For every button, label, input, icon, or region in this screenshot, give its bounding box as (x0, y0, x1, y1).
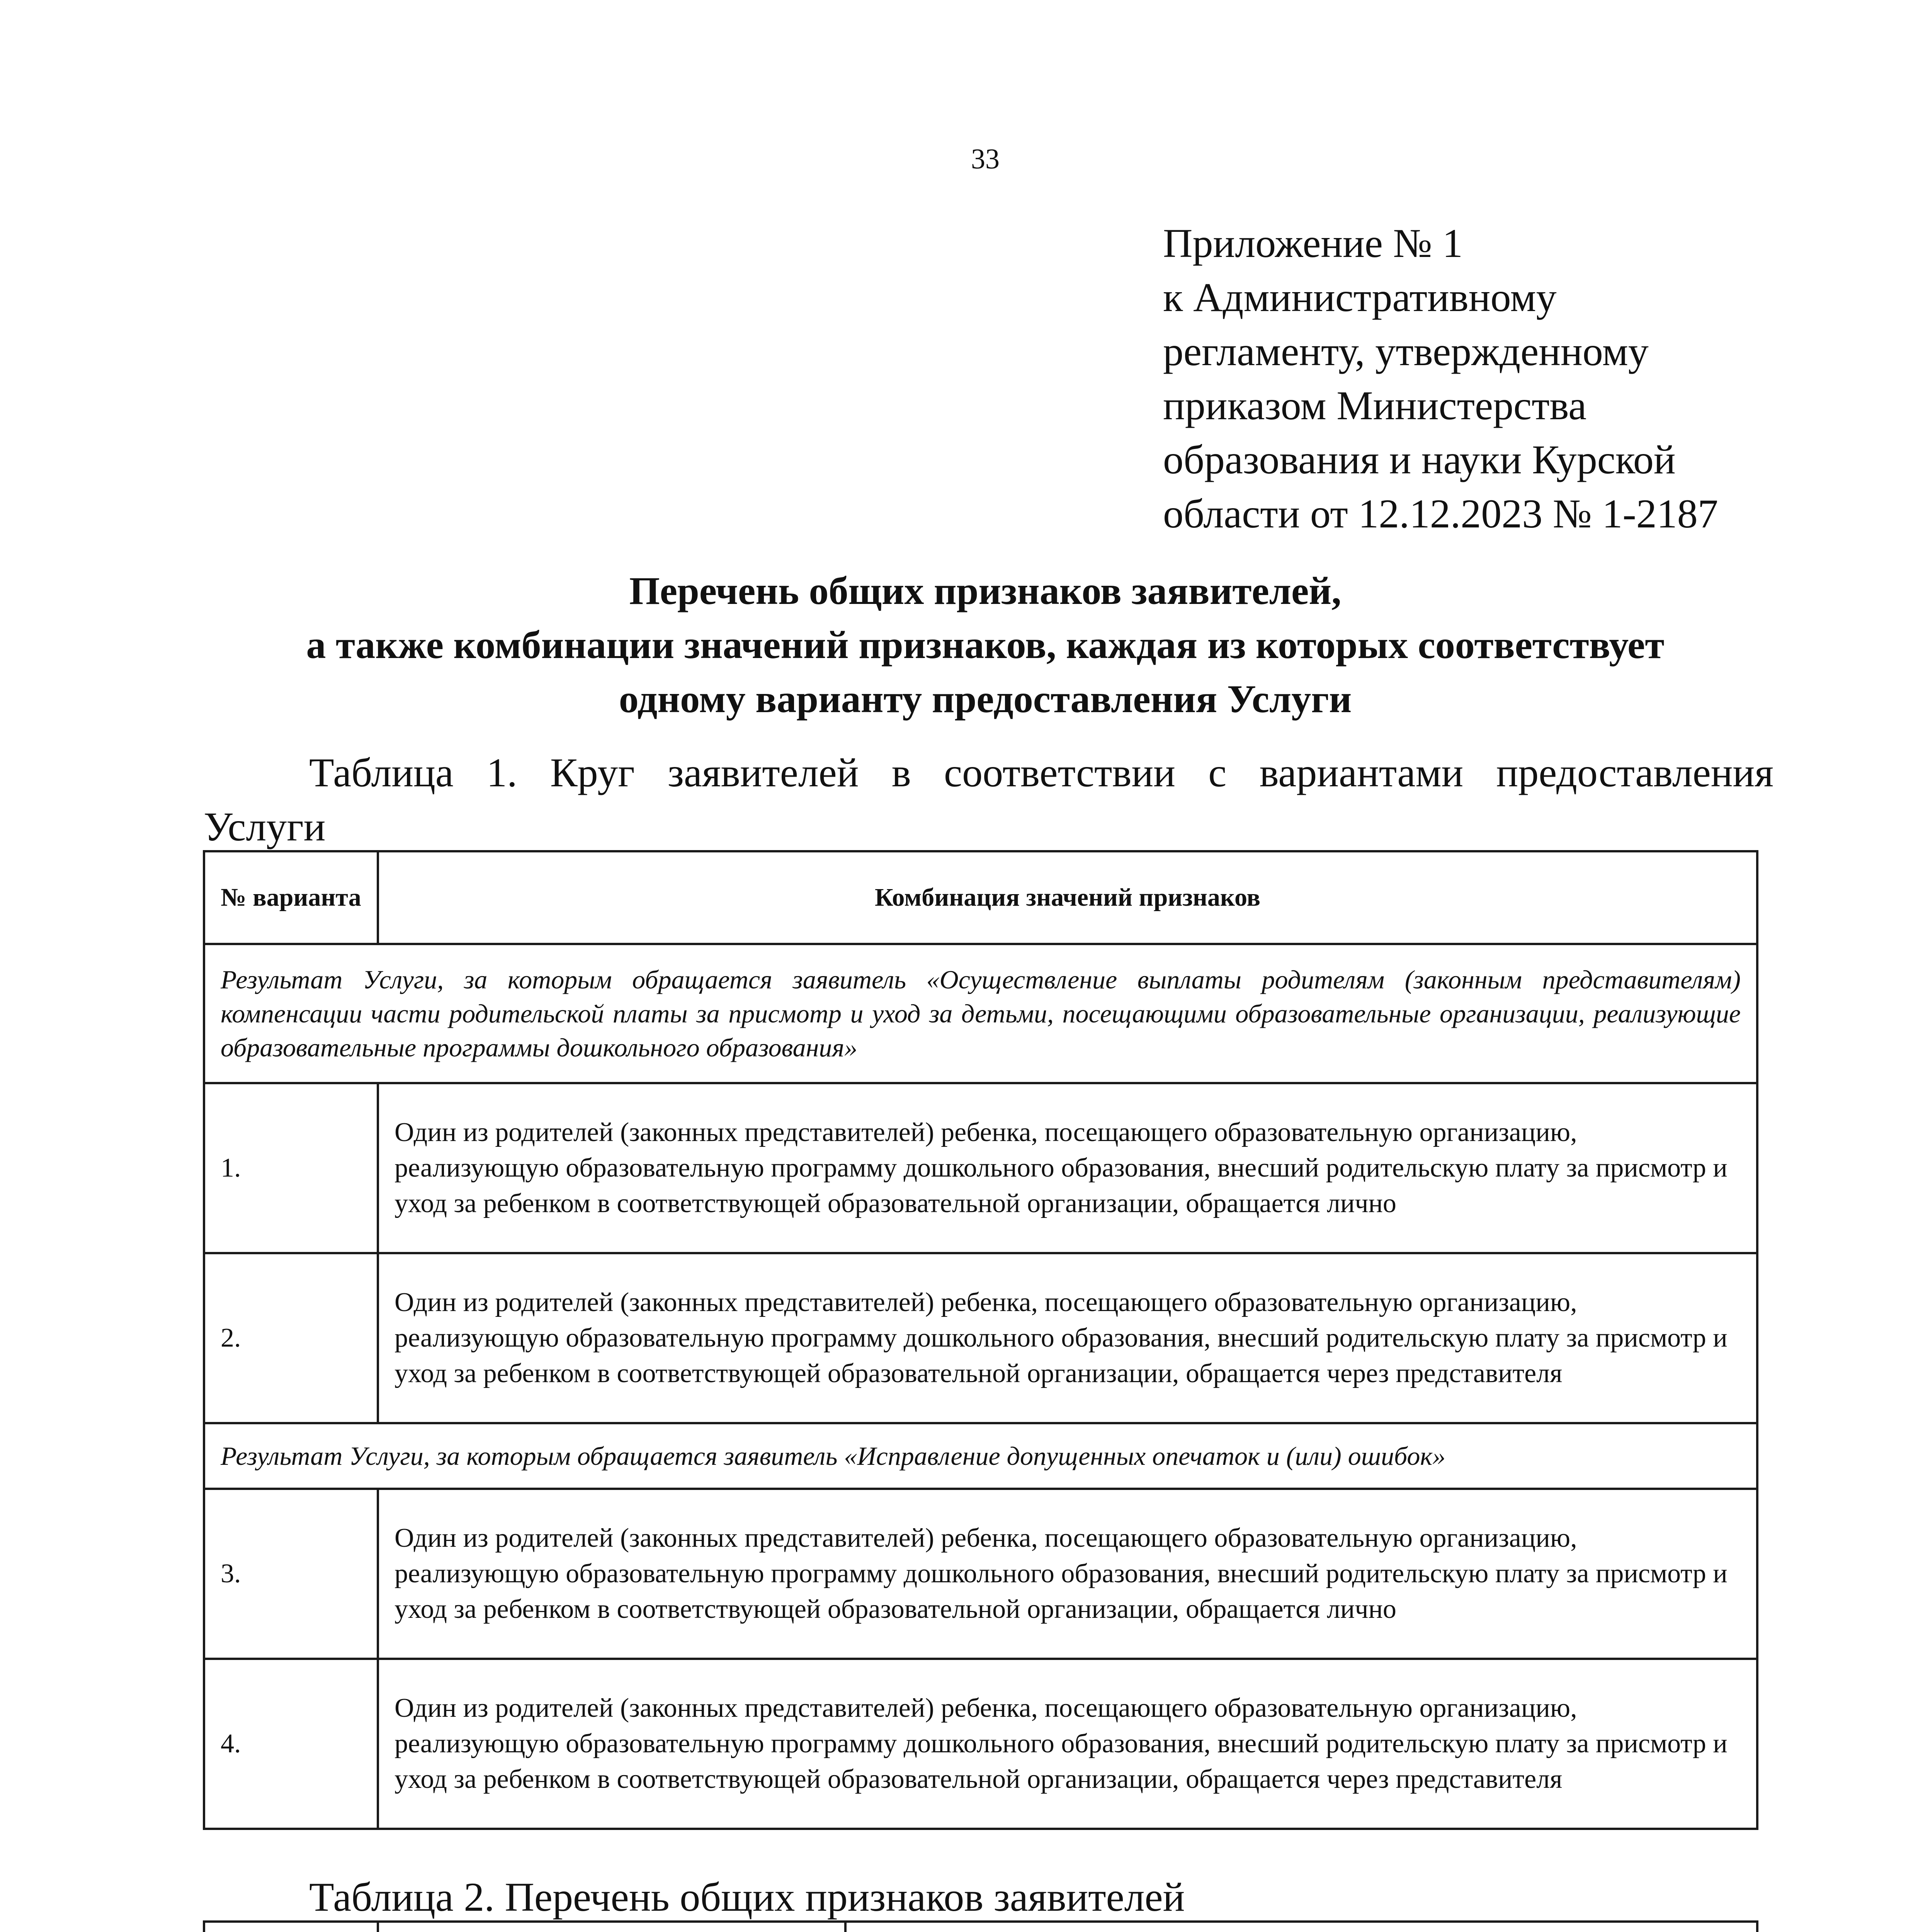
table2-caption: Таблица 2. Перечень общих признаков заявителей (309, 1874, 1185, 1920)
appendix-line: приказом Министерства (1163, 383, 1587, 428)
table-row (204, 1489, 1757, 1659)
appendix-block (1163, 216, 1843, 541)
header-combination: Комбинация значений признаков (378, 851, 1757, 944)
table-header-row (204, 851, 1757, 944)
variant-description: Один из родителей (законных представителей) ребенка, посещающего образовательную организацию, реализующую образовательную программу дошкольного образования, внесший родительскую плату за присмотр и уход за ребенком в соответствующей образовательной организации, обращается лично (378, 1083, 1757, 1253)
table-row (204, 1253, 1757, 1423)
variant-description: Один из родителей (законных представителей) ребенка, посещающего образовательную организацию, реализующую образовательную программу дошкольного образования, внесший родительскую плату за присмотр и уход за ребенком в соответствующей образовательной организации, обращается лично (378, 1489, 1757, 1659)
table1-caption (205, 746, 1773, 854)
header-feature (378, 1922, 845, 1932)
section-title: Результат Услуги, за которым обращается заявитель «Исправление допущенных опечаток и (или) ошибок» (204, 1423, 1757, 1489)
header-item-number (204, 1922, 378, 1932)
title-line: одному варианту предоставления Услуги (619, 677, 1352, 721)
table-row (204, 1083, 1757, 1253)
table1-caption-line: Услуги (204, 804, 326, 849)
applicants-variants-table (203, 850, 1758, 1830)
appendix-line: области от 12.12.2023 № 1-2187 (1163, 491, 1718, 536)
section-row (204, 944, 1757, 1083)
appendix-line: регламенту, утвержденному (1163, 329, 1649, 374)
variant-description: Один из родителей (законных представителей) ребенка, посещающего образовательную организацию, реализующую образовательную программу дошкольного образования, внесший родительскую плату за присмотр и уход за ребенком в соответствующей образовательной организации, обращается через представителя (378, 1253, 1757, 1423)
header-feature-values (845, 1922, 1757, 1932)
document-title (155, 564, 1816, 726)
variant-number: 4. (204, 1659, 378, 1829)
section-row (204, 1423, 1757, 1489)
appendix-line: Приложение № 1 (1163, 221, 1463, 266)
variant-number: 3. (204, 1489, 378, 1659)
title-line: Перечень общих признаков заявителей, (629, 569, 1342, 613)
appendix-line: к Административному (1163, 275, 1557, 320)
table-header-row (204, 1922, 1757, 1932)
table1-caption-line: Таблица 1. Круг заявителей в соответствии с вариантами предоставления (309, 750, 1773, 795)
applicant-features-table (203, 1920, 1758, 1932)
variant-number: 2. (204, 1253, 378, 1423)
header-variant-number: № варианта (204, 851, 378, 944)
appendix-line: образования и науки Курской (1163, 437, 1676, 482)
variant-description: Один из родителей (законных представителей) ребенка, посещающего образовательную организацию, реализующую образовательную программу дошкольного образования, внесший родительскую плату за присмотр и уход за ребенком в соответствующей образовательной организации, обращается через представителя (378, 1659, 1757, 1829)
page-number: 33 (971, 143, 1000, 175)
variant-number: 1. (204, 1083, 378, 1253)
table-row (204, 1659, 1757, 1829)
title-line: а также комбинации значений признаков, каждая из которых соответствует (306, 623, 1665, 667)
section-title: Результат Услуги, за которым обращается заявитель «Осуществление выплаты родителям (законным представителям) компенсации части родительской платы за присмотр и уход за детьми, посещающими образовательные организации, реализующие образовательные программы дошкольного образования» (204, 944, 1757, 1083)
